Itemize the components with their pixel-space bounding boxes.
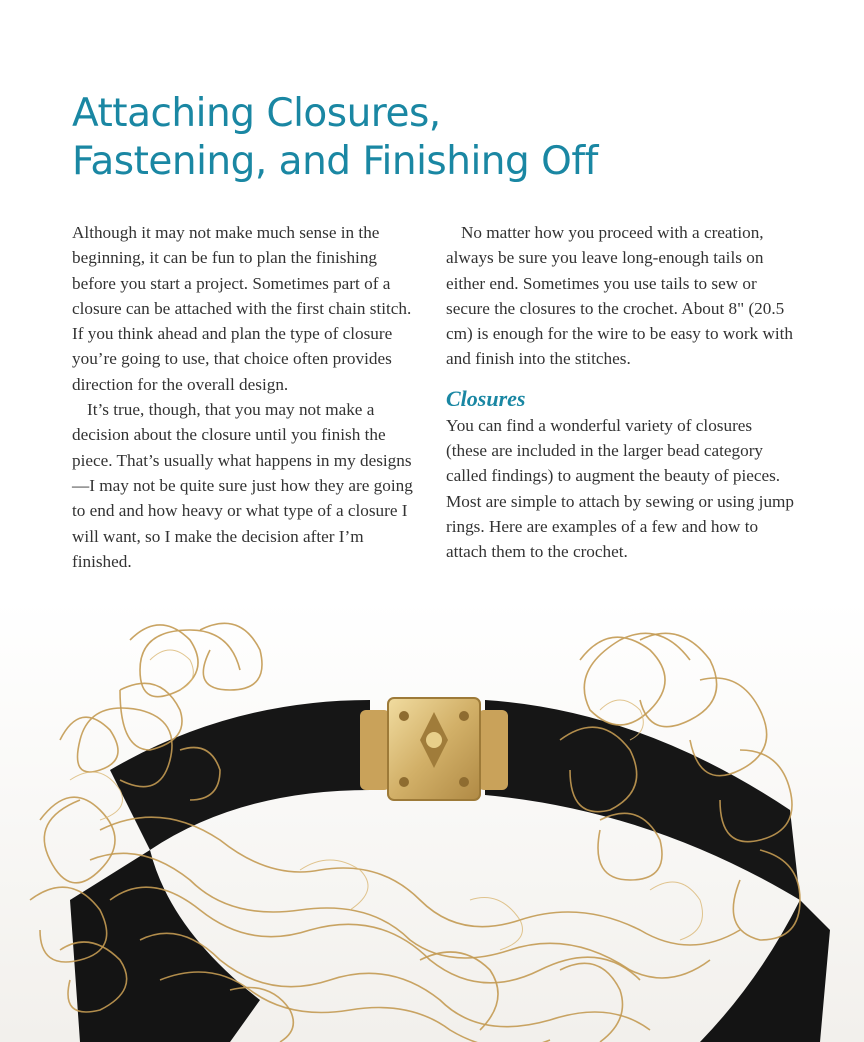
closures-subhead: Closures [446, 385, 526, 411]
paragraph-closures: You can find a wonderful variety of closures (these are included in the larger bead category called findings) to augment the beauty of pieces. Most are simple to attach by sewing or using jump rings. Here are examples of a few and how to attach them to the crochet. [446, 415, 794, 562]
page-title-line-2: Fastening, and Finishing Off [72, 139, 598, 184]
paragraph-tails: No matter how you proceed with a creation, always be sure you leave long-enough tails on either end. Sometimes you use tails to sew or secure the closures to the crochet. About 8" (20.5 cm) is enough for the wire to be easy to work with and finish into the stitches. [446, 223, 794, 369]
right-text-column [446, 220, 794, 565]
left-text-column [72, 220, 416, 574]
paragraph-planning-finish: Although it may not make much sense in the beginning, it can be fun to plan the finishing before you start a project. Sometimes part of a closure can be attached with the first chain stitch. If you think ahead and plan the type of closure you’re going to use, that choice often provides direction for the overall design. [72, 223, 412, 394]
bracelet-photo [0, 600, 864, 1042]
page-title [72, 90, 792, 186]
box-clasp [360, 698, 508, 800]
paragraph-closure-decision: It’s true, though, that you may not make a decision about the closure until you finish the piece. That’s usually what happens in my designs—I may not be quite sure just how they are going to end and how heavy or what type of a closure I will want, so I make the decision after I’m finished. [72, 400, 413, 571]
page-title-line-1: Attaching Closures, [72, 91, 441, 136]
